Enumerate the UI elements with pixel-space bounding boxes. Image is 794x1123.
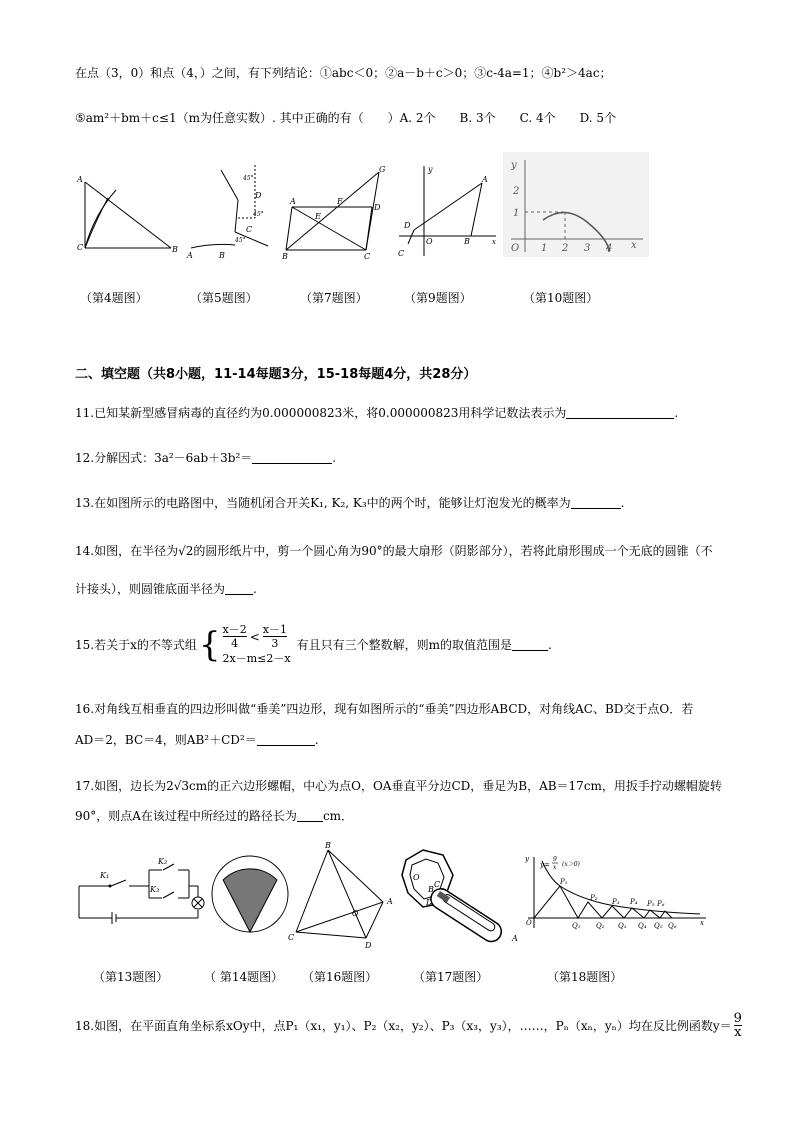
caption-q4: （第4题图）: [80, 291, 148, 305]
fig7-label-a: A: [290, 197, 296, 206]
fig17-label-d: D: [426, 898, 433, 907]
q15-ineq2: 2x－m≤2－x: [222, 652, 291, 665]
fig18-label-y: y: [525, 855, 529, 863]
caption-q10: （第10题图）: [523, 291, 599, 305]
q17-unit: cm．: [322, 809, 354, 823]
fig18-label-q1: Q₁: [572, 922, 581, 930]
fig17-label-a: A: [512, 934, 518, 943]
q17-answer-blank[interactable]: [297, 809, 323, 822]
fig9-label-d: D: [404, 221, 411, 230]
q15-frac1-den: 4: [231, 637, 239, 650]
q15-frac2-den: 3: [271, 637, 279, 650]
fig7-label-d: D: [374, 203, 381, 212]
fig18-label-p5: P₅: [647, 900, 655, 908]
q16-text: AD＝2，BC＝4，则AB²＋CD²＝: [75, 733, 257, 747]
fig10-origin: O: [511, 243, 520, 254]
fig18-label-q6: Q₆: [668, 922, 677, 930]
fig18-func-num: 9: [553, 856, 557, 863]
question-16-line1: 16.对角线互相垂直的四边形叫做“垂美”四边形，现有如图所示的“垂美”四边形ABCD，对角线AC、BD交于点O．若: [75, 702, 694, 716]
fig18-label-p4: P₄: [630, 898, 638, 906]
figure-q17-wrench: [398, 845, 518, 945]
q-top-line2: ⑤am²＋bm＋c≤1（m为任意实数）. 其中正确的有（ ）A. 2个 B. 3个 C. 4个 D. 5个: [75, 111, 617, 125]
question-13: 13.在如图所示的电路图中，当随机闭合开关K₁, K₂, K₃中的两个时，能够让灯泡发光的概率为 .: [75, 496, 625, 510]
fig5-label-a: A: [187, 251, 193, 260]
fig9-label-y: y: [428, 165, 433, 174]
fig10-tick-x1: 1: [541, 243, 548, 254]
q14-answer-blank[interactable]: [225, 582, 253, 595]
fig18-func-domain: (x＞0): [562, 861, 580, 868]
fig4-label-b: B: [172, 245, 178, 254]
q15-system: [223, 623, 291, 666]
fig18-label-p1: P₁: [560, 878, 568, 886]
q15-frac2-num: x－1: [262, 623, 287, 636]
fig16-label-d: D: [365, 941, 372, 950]
fig5-label-d: D: [255, 191, 262, 200]
fig16-label-c: C: [288, 933, 295, 942]
question-16-line2: AD＝2，BC＝4，则AB²＋CD²＝ .: [75, 733, 319, 747]
question-17-line2: [75, 807, 353, 824]
fig16-label-o: O: [352, 909, 359, 918]
q14-text: 计接头），则圆锥底面半径为: [75, 582, 226, 596]
fig10-tick-y2: 2: [513, 186, 520, 197]
fig5-angle1: 45°: [243, 175, 254, 182]
fig5-angle2: 45°: [253, 211, 264, 218]
q18-frac-num: 9: [733, 1011, 742, 1026]
q12-text: 12.分解因式：3a²－6ab＋3b²＝: [75, 451, 253, 465]
caption-q17: （第17题图）: [413, 970, 489, 984]
fig9-label-o: O: [426, 237, 433, 246]
figure-q4: [74, 160, 184, 260]
fig18-label-q3: Q₃: [618, 922, 627, 930]
fig7-label-b: B: [282, 252, 288, 260]
fig13-label-k2: K₂: [158, 858, 168, 866]
fig5-angle3: 45°: [235, 237, 246, 244]
q15-answer-blank[interactable]: [512, 638, 548, 651]
q15-text-pre: 15.若关于x的不等式组: [75, 638, 197, 652]
fig7-label-f: F: [337, 197, 343, 206]
caption-q16: （第16题图）: [302, 970, 378, 984]
caption-q14: （ 第14题图）: [204, 970, 284, 984]
figure-q5: [183, 160, 278, 260]
fig4-label-c: C: [77, 243, 84, 252]
fig9-label-a: A: [482, 175, 488, 184]
fig18-label-x: x: [700, 919, 704, 927]
fig18-label-p3: P₃: [612, 898, 620, 906]
q15-lt: <: [249, 629, 260, 644]
q15-text-post: 有且只有三个整数解，则m的取值范围是: [296, 638, 512, 652]
question-18: [75, 1012, 742, 1039]
fig7-label-e: E: [315, 212, 321, 221]
fig16-label-a: A: [387, 897, 393, 906]
caption-q5: （第5题图）: [190, 291, 258, 305]
fig9-label-c: C: [398, 249, 405, 258]
q16-answer-blank[interactable]: [257, 733, 315, 746]
fig9-label-b: B: [464, 237, 470, 246]
figure-q16-quadrilateral: [288, 840, 398, 950]
fig13-label-k3: K₃: [150, 885, 160, 894]
fig18-label-p6: P₆: [657, 900, 665, 908]
fig5-label-c: C: [246, 225, 253, 234]
fig18-label-q2: Q₂: [596, 922, 605, 930]
caption-q7: （第7题图）: [300, 291, 368, 305]
fig10-tick-x3: 3: [584, 243, 591, 254]
question-12: 12.分解因式：3a²－6ab＋3b²＝ .: [75, 451, 337, 465]
q11-text: 11.已知某新型感冒病毒的直径约为0.000000823米，将0.000000823用科学记数法表示为: [75, 406, 567, 420]
q18-fraction: [734, 1012, 742, 1039]
q18-text: 18.如图，在平面直角坐标系xOy中，点P₁（x₁，y₁）、P₂（x₂，y₂）、P₃（x₃，y₃），……，Pₙ（xₙ，yₙ）均在反比例函数y＝: [75, 1019, 732, 1033]
q12-answer-blank[interactable]: [252, 451, 332, 464]
fig17-label-c: C: [434, 880, 441, 889]
q13-answer-blank[interactable]: [571, 496, 621, 509]
q-top-line1: 在点（3，0）和点（4，）之间，有下列结论：①abc＜0；②a－b＋c＞0；③c-4a=1；④b²＞4ac；: [75, 66, 612, 80]
fig10-tick-x4: 4: [606, 243, 613, 254]
fig17-label-b: B: [428, 885, 434, 894]
fig18-func-den: x: [553, 864, 557, 871]
figure-q14-circle: [210, 854, 290, 934]
caption-q13: （第13题图）: [93, 970, 169, 984]
fig7-label-g: G: [379, 165, 386, 174]
question-17-line1: 17.如图，边长为2√3cm的正六边形螺帽，中心为点O，OA垂直平分边CD，垂足为B，AB＝17cm，用扳手拧动螺帽旋转: [75, 779, 722, 793]
q18-frac-den: x: [734, 1025, 742, 1040]
q15-frac1-num: x－2: [222, 623, 247, 636]
fig4-label-a: A: [77, 175, 83, 184]
figure-q13-circuit: [74, 858, 209, 928]
figure-q7: [282, 160, 392, 260]
question-11: 11.已知某新型感冒病毒的直径约为0.000000823米，将0.000000823用科学记数法表示为 .: [75, 406, 679, 420]
fig10-tick-x2: 2: [562, 243, 569, 254]
fig13-label-k1: K₁: [100, 871, 110, 880]
fig10-label-y: y: [511, 160, 517, 171]
fig5-label-b: B: [219, 251, 225, 260]
fig9-label-x: x: [492, 238, 496, 246]
fig17-label-o: O: [413, 873, 420, 882]
caption-q18: （第18题图）: [547, 970, 623, 984]
fig18-label-o: O: [526, 919, 532, 927]
figure-q10: [503, 152, 649, 257]
fig18-label-p2: P₂: [590, 894, 598, 902]
figure-q18-graph: [520, 853, 710, 933]
q13-text: 13.在如图所示的电路图中，当随机闭合开关K₁, K₂, K₃中的两个时，能够让灯泡发光的概率为: [75, 496, 571, 510]
question-15: 15.若关于x的不等式组 { $\frac{x-2}{4}$ < $\frac{x-1}{3}$ 2x－m≤2－x 有且只有三个整数解，则m的取值范围是 .: [75, 623, 552, 665]
q17-text: 90°，则点A在该过程中所经过的路径长为: [75, 809, 297, 823]
fig7-label-c: C: [364, 252, 371, 260]
fig18-label-q4: Q₄: [638, 922, 647, 930]
fig18-label-q5: Q₅: [654, 922, 663, 930]
fig18-func-y: y=: [540, 861, 550, 869]
section-fill-in-blank-heading: 二、填空题（共8小题，11-14每题3分，15-18每题4分，共28分）: [75, 367, 477, 382]
q11-answer-blank[interactable]: [566, 406, 674, 419]
caption-q9: （第9题图）: [404, 291, 472, 305]
question-14-line1: 14.如图，在半径为√2的圆形纸片中，剪一个圆心角为90°的最大扇形（阴影部分），若将此扇形围成一个无底的圆锥（不: [75, 544, 713, 558]
fig16-label-b: B: [325, 841, 331, 850]
fig10-label-x: x: [631, 240, 637, 251]
question-14-line2: 计接头），则圆锥底面半径为 .: [75, 582, 257, 596]
figure-q9: [394, 158, 504, 258]
fig10-tick-y1: 1: [513, 208, 520, 219]
q15-brace: {: [198, 624, 221, 665]
